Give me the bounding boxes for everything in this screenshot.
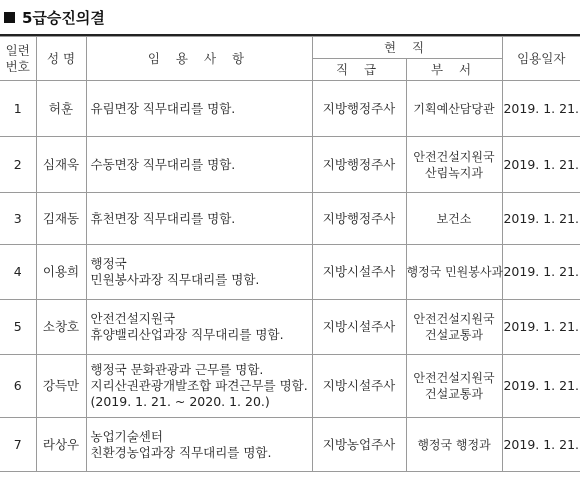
cell-command xyxy=(86,245,312,300)
cell-dept xyxy=(406,81,502,137)
cell-no: 7 xyxy=(0,418,36,472)
table-row xyxy=(0,355,580,418)
cell-command-line: 유림면장 직무대리를 명함. xyxy=(90,100,236,116)
cell-dept-line: 행정국 민원봉사과 xyxy=(406,265,504,279)
cell-no: 6 xyxy=(0,355,36,418)
cell-command xyxy=(86,418,312,472)
cell-name: 이용희 xyxy=(36,245,86,300)
cell-date: 2019. 1. 21. xyxy=(502,418,580,472)
cell-command-line: 행정국 문화관광과 근무를 명함. xyxy=(90,362,264,377)
promotion-table xyxy=(0,36,580,472)
header-name: 성 명 xyxy=(36,37,86,81)
cell-command xyxy=(86,193,312,245)
cell-date: 2019. 1. 21. xyxy=(502,245,580,300)
document-title xyxy=(4,4,105,30)
cell-no: 4 xyxy=(0,245,36,300)
cell-dept-line: 안전건설지원국 xyxy=(413,312,495,326)
cell-dept-line: 산림녹지과 xyxy=(425,165,483,180)
header-grade: 직 급 xyxy=(312,59,406,81)
cell-no: 3 xyxy=(0,193,36,245)
cell-grade: 지방농업주사 xyxy=(312,418,406,472)
cell-command-line: 수동면장 직무대리를 명함. xyxy=(90,156,236,172)
cell-name: 라상우 xyxy=(36,418,86,472)
cell-command xyxy=(86,137,312,193)
cell-dept-line: 행정국 행정과 xyxy=(417,437,491,452)
cell-date: 2019. 1. 21. xyxy=(502,193,580,245)
header-dept: 부 서 xyxy=(406,59,502,81)
cell-dept-line: 기획예산담당관 xyxy=(413,101,495,116)
cell-dept xyxy=(406,245,502,300)
table-row xyxy=(0,137,580,193)
cell-date: 2019. 1. 21. xyxy=(502,355,580,418)
cell-no: 2 xyxy=(0,137,36,193)
cell-command-line: 친환경농업과장 직무대리를 명함. xyxy=(90,444,272,460)
cell-grade: 지방행정주사 xyxy=(312,81,406,137)
cell-dept xyxy=(406,355,502,418)
cell-grade: 지방시설주사 xyxy=(312,355,406,418)
table-row xyxy=(0,300,580,355)
table-row xyxy=(0,81,580,137)
cell-dept xyxy=(406,137,502,193)
cell-command-line: 민원봉사과장 직무대리를 명함. xyxy=(90,272,260,287)
header-current: 현 직 xyxy=(312,37,502,59)
cell-dept-line: 안전건설지원국 xyxy=(413,149,495,164)
cell-grade: 지방시설주사 xyxy=(312,300,406,355)
cell-date: 2019. 1. 21. xyxy=(502,81,580,137)
table-row xyxy=(0,193,580,245)
cell-grade: 지방행정주사 xyxy=(312,193,406,245)
cell-grade: 지방행정주사 xyxy=(312,137,406,193)
cell-command-line: (2019. 1. 21. ~ 2020. 1. 20.) xyxy=(90,394,270,409)
cell-name: 김재동 xyxy=(36,193,86,245)
cell-no: 5 xyxy=(0,300,36,355)
cell-dept xyxy=(406,300,502,355)
cell-date: 2019. 1. 21. xyxy=(502,300,580,355)
cell-dept xyxy=(406,193,502,245)
cell-command xyxy=(86,81,312,137)
cell-command-line: 휴천면장 직무대리를 명함. xyxy=(90,210,236,226)
cell-dept xyxy=(406,418,502,472)
title-text: 5급승진의결 xyxy=(22,8,105,27)
cell-command xyxy=(86,300,312,355)
cell-name: 소창호 xyxy=(36,300,86,355)
cell-dept-line: 보건소 xyxy=(436,211,472,226)
cell-command xyxy=(86,355,312,418)
cell-command-line: 행정국 xyxy=(90,256,127,271)
header-command: 임 용 사 항 xyxy=(86,37,312,81)
cell-name: 심재욱 xyxy=(36,137,86,193)
cell-command-line: 안전건설지원국 xyxy=(90,311,176,326)
table-row xyxy=(0,245,580,300)
cell-grade: 지방시설주사 xyxy=(312,245,406,300)
cell-name: 허훈 xyxy=(36,81,86,137)
cell-date: 2019. 1. 21. xyxy=(502,137,580,193)
cell-dept-line: 안전건설지원국 xyxy=(413,371,495,385)
cell-dept-line: 건설교통과 xyxy=(425,387,483,401)
cell-dept-line: 건설교통과 xyxy=(425,328,483,342)
square-bullet-icon xyxy=(4,12,15,23)
header-date: 임용일자 xyxy=(502,37,580,81)
cell-command-line: 농업기술센터 xyxy=(90,428,163,444)
cell-no: 1 xyxy=(0,81,36,137)
cell-command-line: 휴양밸리산업과장 직무대리를 명함. xyxy=(90,327,284,342)
table-row xyxy=(0,418,580,472)
cell-name: 강득만 xyxy=(36,355,86,418)
header-no: 일련 번호 xyxy=(0,37,36,81)
cell-command-line: 지리산권관광개발조합 파견근무를 명함. xyxy=(90,378,308,393)
